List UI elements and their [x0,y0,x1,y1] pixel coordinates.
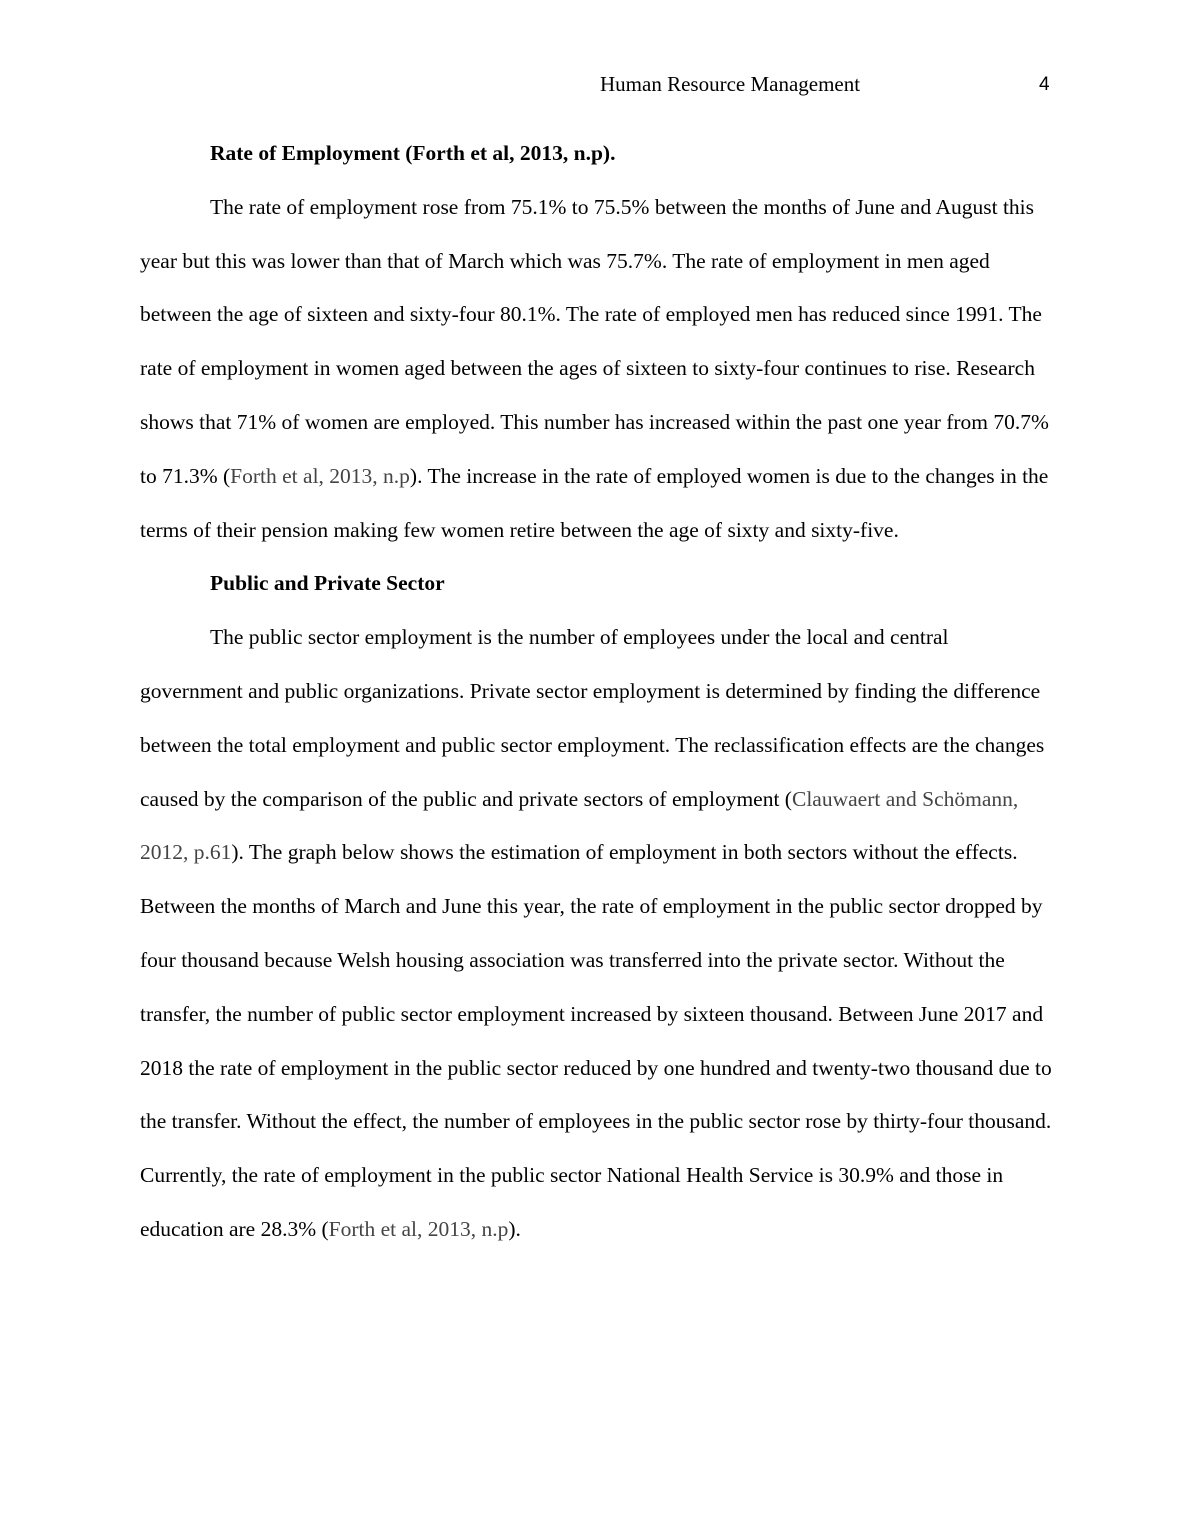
section-heading-public-private-sector: Public and Private Sector [210,571,445,596]
paragraph-text: ). The increase in the rate of employed women is due to the changes in the terms of their pension making few women retire between the age of sixty and sixty-five. [140,463,1049,542]
document-body [140,127,1052,1257]
paragraph-text: ). [508,1216,521,1241]
citation: Forth et al, 2013, n.p [328,1216,509,1241]
paragraph-rate-of-employment [140,181,1052,558]
paragraph-text: The rate of employment rose from 75.1% to 75.5% between the months of June and August this year but this was lower than that of March which was 75.7%. The rate of employment in men aged between the age of sixteen and sixty-four 80.1%. The rate of employed men has reduced since 1991. The rate of employment in women aged between the ages of sixteen to sixty-four continues to rise. Research shows that 71% of women are employed. This number has increased within the past one year from 70.7% to 71.3% ( [140,194,1049,488]
paragraph-public-private-sector [140,611,1052,1257]
section-heading-rate-of-employment: Rate of Employment (Forth et al, 2013, n.p). [210,141,616,165]
paragraph-text: The public sector employment is the number of employees under the local and central government and public organizations. Private sector employment is determined by finding the difference between the total employment and public sector employment. The reclassification effects are the changes caused by the comparison of the public and private sectors of employment ( [140,625,1045,811]
citation: Forth et al, 2013, n.p [230,463,410,488]
paragraph-text: ). The graph below shows the estimation of employment in both sectors without the effects. Between the months of March and June this year, the rate of employment in the public sector dropped by four thousand because Welsh housing association was transferred into the private sector. Without the transfer, the number of public sector employment increased by sixteen thousand. Between June 2017 and 2018 the rate of employment in the public sector reduced by one hundred and twenty-two thousand due to the transfer. Without the effect, the number of employees in the public sector rose by thirty-four thousand. Currently, the rate of employment in the public sector National Health Service is 30.9% and those in education are 28.3% ( [140,840,1052,1241]
page-number: 4 [1039,74,1050,95]
citation: Clauwaert and Schömann, 2012, p.61 [140,786,1019,865]
running-head: Human Resource Management [600,72,861,96]
